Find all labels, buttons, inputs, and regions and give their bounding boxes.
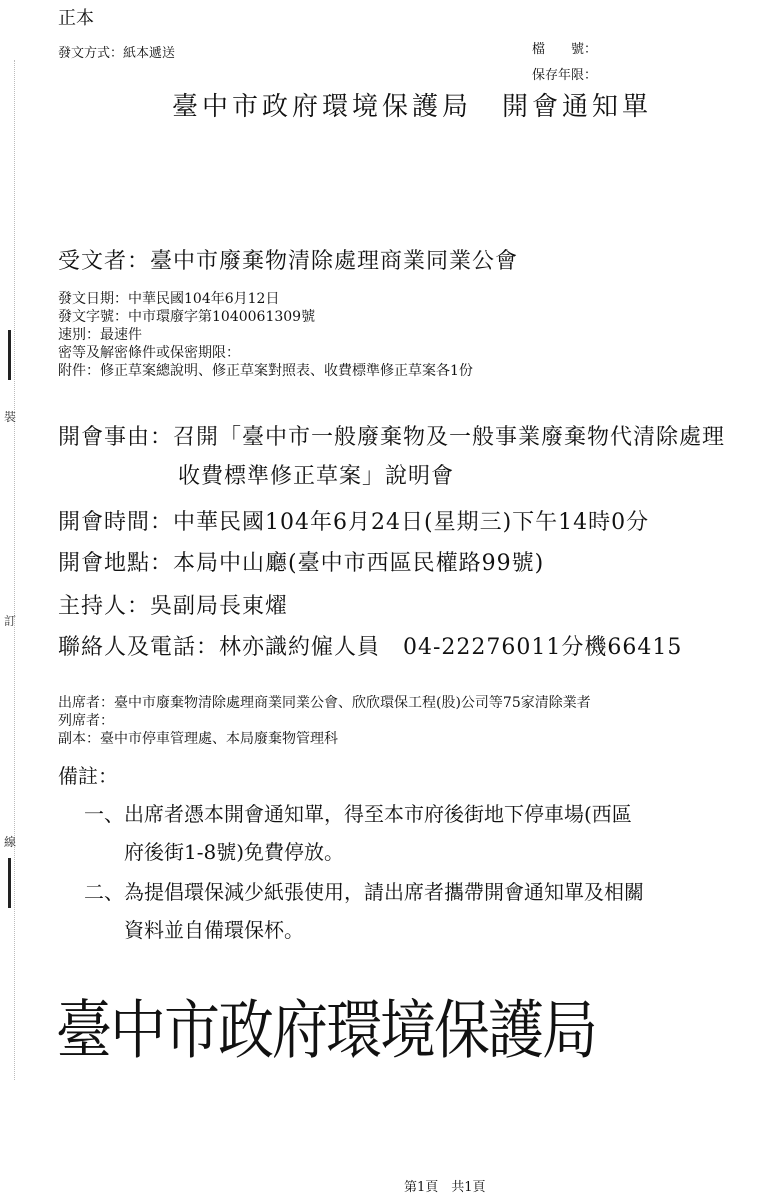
binding-mark-zhuang: 裝 <box>4 410 17 424</box>
meeting-reason-line2: 收費標準修正草案」說明會 <box>178 464 455 489</box>
doc-speed: 速別：最速件 <box>58 327 142 343</box>
doc-classification: 密等及解密條件或保密期限： <box>58 345 240 361</box>
agency-seal-text: 臺中市政府環境保護局 <box>56 993 596 1069</box>
attendees: 出席者：臺中市廢棄物清除處理商業同業公會、欣欣環保工程(股)公司等75家清除業者 <box>58 695 591 711</box>
meeting-contact: 聯絡人及電話：林亦識約僱人員 04-22276011分機66415 <box>58 635 683 660</box>
binding-mark-xian: 線 <box>4 835 17 849</box>
notes-heading: 備註： <box>58 764 118 788</box>
copies: 副本：臺中市停車管理處、本局廢棄物管理科 <box>58 731 338 747</box>
doc-attachments: 附件：修正草案總說明、修正草案對照表、收費標準修正草案各1份 <box>58 363 473 379</box>
doc-number: 發文字號：中市環廢字第1040061309號 <box>58 309 316 325</box>
binding-mark-ding: 訂 <box>4 614 17 628</box>
meeting-reason-line1: 開會事由：召開「臺中市一般廢棄物及一般事業廢棄物代清除處理 <box>58 425 726 450</box>
observers: 列席者： <box>58 713 114 729</box>
binding-bar-top <box>8 330 11 380</box>
meeting-time: 開會時間：中華民國104年6月24日(星期三)下午14時0分 <box>58 510 650 535</box>
doc-date: 發文日期：中華民國104年6月12日 <box>58 291 280 307</box>
binding-bar-bottom <box>8 858 11 908</box>
binding-dotted-line <box>14 60 15 1080</box>
note-item1-line1: 一、出席者憑本開會通知單，得至本市府後街地下停車場(西區 <box>84 802 632 826</box>
file-number-label: 檔 號： <box>532 42 598 57</box>
participants-block <box>58 694 591 748</box>
note-item2-line1: 二、為提倡環保減少紙張使用，請出席者攜帶開會通知單及相關 <box>84 880 644 904</box>
delivery-method: 發文方式：紙本遞送 <box>58 46 176 61</box>
doc-info-block <box>58 290 473 380</box>
document-title: 臺中市政府環境保護局 開會通知單 <box>172 92 653 122</box>
meeting-location: 開會地點：本局中山廳(臺中市西區民權路99號) <box>58 551 545 576</box>
original-label: 正本 <box>58 8 94 29</box>
page-number: 第1頁 共1頁 <box>404 1180 486 1195</box>
note-item1-line2: 府後街1-8號)免費停放。 <box>124 840 345 864</box>
retention-label: 保存年限： <box>532 68 598 83</box>
note-item2-line2: 資料並自備環保杯。 <box>124 918 304 942</box>
meeting-chair: 主持人：吳副局長東燿 <box>58 594 289 619</box>
recipient: 受文者：臺中市廢棄物清除處理商業同業公會 <box>58 249 519 274</box>
